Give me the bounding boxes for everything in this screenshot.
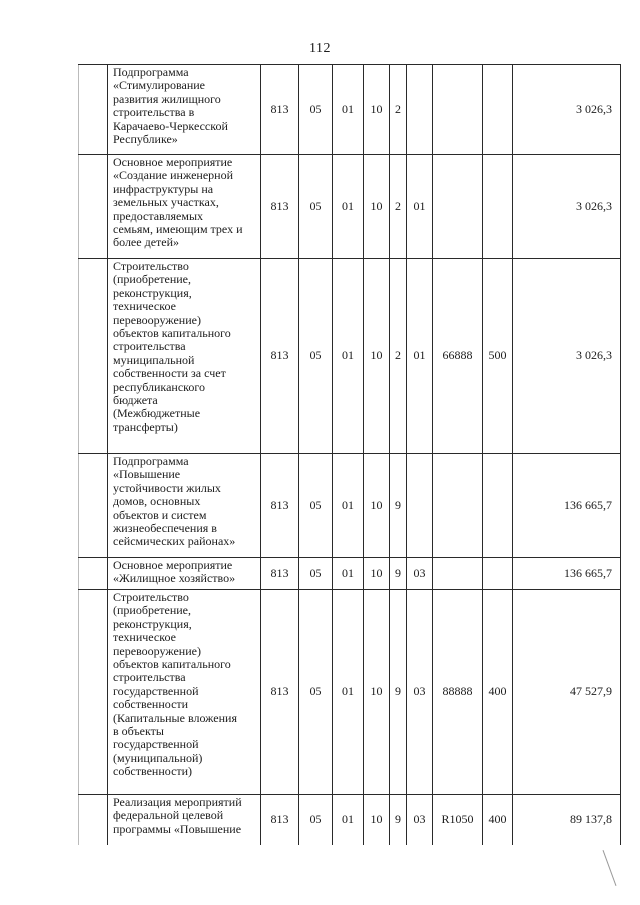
subprogram-code-cell: 9: [390, 454, 407, 558]
expense-type-code-cell: [483, 155, 513, 259]
description-line: жизнеобеспечения в: [113, 521, 217, 536]
subsection-code-cell: 01: [333, 590, 364, 795]
expense-type-code-cell: [483, 558, 513, 590]
ministry-code-cell: 813: [261, 795, 299, 845]
section-code-cell: 05: [299, 454, 333, 558]
description-line: (муниципальной): [113, 750, 203, 765]
description-line: государственной: [113, 683, 199, 698]
measure-code-cell: 01: [407, 155, 433, 259]
description-line: сейсмических районах»: [113, 534, 236, 549]
direction-code-cell: [433, 65, 483, 155]
program-code-cell: 10: [364, 795, 390, 845]
description-line: республиканского: [113, 379, 205, 394]
description-cell: [108, 795, 261, 845]
measure-code-cell: 03: [407, 795, 433, 845]
section-code-cell: 05: [299, 590, 333, 795]
ministry-code-cell: 813: [261, 65, 299, 155]
measure-code-cell: 01: [407, 259, 433, 454]
description-line: техническое: [113, 630, 176, 645]
page-number: 112: [309, 41, 331, 56]
description-line: объектов капитального: [113, 657, 231, 672]
subsection-code-cell: 01: [333, 454, 364, 558]
description-line: федеральной целевой: [113, 808, 224, 823]
description-cell: [108, 155, 261, 259]
description-line: Подпрограмма: [113, 65, 189, 79]
program-code-cell: 10: [364, 259, 390, 454]
table-row: [79, 795, 621, 845]
description-line: объектов капитального: [113, 326, 231, 341]
expense-type-code-cell: [483, 454, 513, 558]
description-line: Основное мероприятие: [113, 558, 233, 572]
subsection-code-cell: 01: [333, 259, 364, 454]
program-code-cell: 10: [364, 65, 390, 155]
amount-cell: 3 026,3: [513, 155, 621, 259]
section-code-cell: 05: [299, 795, 333, 845]
description-line: земельных участках,: [113, 195, 219, 210]
ministry-code-cell: 813: [261, 454, 299, 558]
expense-type-code-cell: 500: [483, 259, 513, 454]
direction-code-cell: 66888: [433, 259, 483, 454]
table-row: [79, 259, 621, 454]
description-line: объектов и систем: [113, 507, 207, 522]
table-row: [79, 590, 621, 795]
subsection-code-cell: 01: [333, 795, 364, 845]
direction-code-cell: 88888: [433, 590, 483, 795]
description-line: строительства: [113, 670, 186, 685]
description-line: трансферты): [113, 419, 178, 434]
description-line: Строительство: [113, 590, 189, 604]
measure-code-cell: [407, 65, 433, 155]
ministry-code-cell: 813: [261, 155, 299, 259]
description-line: Подпрограмма: [113, 454, 189, 468]
ministry-code-cell: 813: [261, 590, 299, 795]
measure-code-cell: 03: [407, 590, 433, 795]
program-code-cell: 10: [364, 454, 390, 558]
description-line: государственной: [113, 737, 199, 752]
direction-code-cell: [433, 155, 483, 259]
description-line: программы «Повышение: [113, 821, 242, 836]
description-line: Республике»: [113, 132, 178, 147]
description-line: Строительство: [113, 259, 189, 273]
subprogram-code-cell: 9: [390, 558, 407, 590]
section-code-cell: 05: [299, 65, 333, 155]
section-code-cell: 05: [299, 155, 333, 259]
description-line: «Повышение: [113, 467, 181, 482]
ministry-code-cell: 813: [261, 259, 299, 454]
amount-cell: 136 665,7: [513, 558, 621, 590]
subprogram-code-cell: 2: [390, 259, 407, 454]
description-cell: [108, 590, 261, 795]
subsection-code-cell: 01: [333, 65, 364, 155]
amount-cell: 3 026,3: [513, 259, 621, 454]
measure-code-cell: [407, 454, 433, 558]
description-line: Основное мероприятие: [113, 155, 233, 169]
description-line: инфраструктуры на: [113, 181, 214, 196]
description-cell: [108, 454, 261, 558]
table-row: [79, 65, 621, 155]
expense-type-code-cell: 400: [483, 795, 513, 845]
program-code-cell: 10: [364, 558, 390, 590]
description-line: домов, основных: [113, 494, 201, 509]
ministry-code-cell: 813: [261, 558, 299, 590]
description-line: предоставляемых: [113, 208, 204, 223]
description-line: строительства: [113, 339, 186, 354]
row-number-cell: [79, 454, 108, 558]
direction-code-cell: R1050: [433, 795, 483, 845]
subsection-code-cell: 01: [333, 558, 364, 590]
subprogram-code-cell: 9: [390, 795, 407, 845]
description-line: (Капитальные вложения: [113, 710, 237, 725]
row-number-cell: [79, 259, 108, 454]
section-code-cell: 05: [299, 558, 333, 590]
description-line: в объекты: [113, 724, 164, 739]
amount-cell: 89 137,8: [513, 795, 621, 845]
amount-cell: 47 527,9: [513, 590, 621, 795]
description-line: техническое: [113, 299, 176, 314]
subprogram-code-cell: 2: [390, 155, 407, 259]
description-line: перевооружение): [113, 312, 201, 327]
scan-mark: [603, 850, 617, 886]
direction-code-cell: [433, 558, 483, 590]
row-number-cell: [79, 590, 108, 795]
amount-cell: 3 026,3: [513, 65, 621, 155]
expense-type-code-cell: 400: [483, 590, 513, 795]
description-line: Реализация мероприятий: [113, 795, 242, 809]
description-line: «Стимулирование: [113, 78, 205, 93]
row-number-cell: [79, 558, 108, 590]
row-number-cell: [79, 155, 108, 259]
description-line: устойчивости жилых: [113, 480, 221, 495]
measure-code-cell: 03: [407, 558, 433, 590]
table-row: [79, 558, 621, 590]
description-line: перевооружение): [113, 643, 201, 658]
table-row: [79, 454, 621, 558]
description-line: семьям, имеющим трех и: [113, 222, 243, 237]
description-cell: [108, 259, 261, 454]
subsection-code-cell: 01: [333, 155, 364, 259]
amount-cell: 136 665,7: [513, 454, 621, 558]
description-line: «Жилищное хозяйство»: [113, 571, 236, 586]
description-line: развития жилищного: [113, 91, 221, 106]
description-line: реконструкция,: [113, 285, 192, 300]
subprogram-code-cell: 2: [390, 65, 407, 155]
budget-table: [78, 64, 621, 845]
program-code-cell: 10: [364, 590, 390, 795]
row-number-cell: [79, 795, 108, 845]
description-line: собственности): [113, 764, 193, 779]
description-line: Карачаево-Черкесской: [113, 118, 228, 133]
section-code-cell: 05: [299, 259, 333, 454]
description-line: (Межбюджетные: [113, 406, 201, 421]
expense-type-code-cell: [483, 65, 513, 155]
description-line: (приобретение,: [113, 272, 192, 287]
description-cell: [108, 558, 261, 590]
table-row: [79, 155, 621, 259]
description-cell: [108, 65, 261, 155]
program-code-cell: 10: [364, 155, 390, 259]
description-line: муниципальной: [113, 352, 195, 367]
description-line: реконструкция,: [113, 616, 192, 631]
direction-code-cell: [433, 454, 483, 558]
description-line: собственности: [113, 697, 189, 712]
row-number-cell: [79, 65, 108, 155]
description-line: «Создание инженерной: [113, 168, 234, 183]
description-line: бюджета: [113, 393, 158, 408]
description-line: (приобретение,: [113, 603, 192, 618]
description-line: собственности за счет: [113, 366, 226, 381]
subprogram-code-cell: 9: [390, 590, 407, 795]
description-line: более детей»: [113, 235, 180, 250]
description-line: строительства в: [113, 105, 195, 120]
